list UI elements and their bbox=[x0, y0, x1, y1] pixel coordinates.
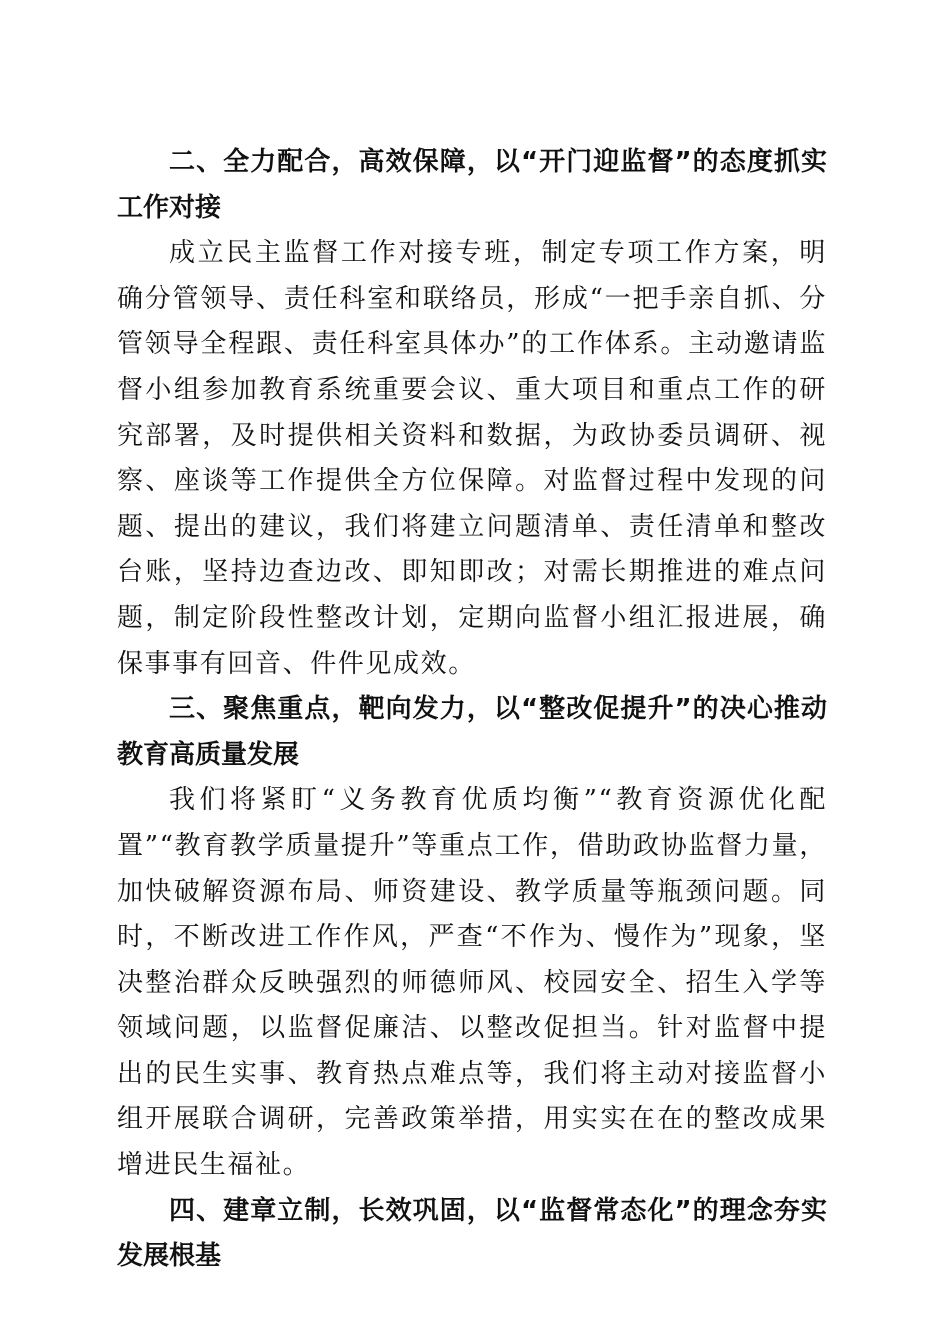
section-4-heading: 四、建章立制，长效巩固，以“监督常态化”的理念夯实发展根基 bbox=[117, 1195, 827, 1272]
section-3-heading: 三、聚焦重点，靶向发力，以“整改促提升”的决心推动教育高质量发展 bbox=[117, 694, 827, 770]
section-2-heading: 二、全力配合，高效保障，以“开门迎监督”的态度抓实工作对接 bbox=[117, 147, 827, 223]
section-3-body: 我们将紧盯“义务教育优质均衡”“教育资源优化配置”“教育教学质量提升”等重点工作，借助政协监督力量，加快破解资源布局、师资建设、教学质量等瓶颈问题。同时，不断改进工作作风，严查“不作为、慢作为”现象，坚决整治群众反映强烈的师德师风、校园安全、招生入学等领域问题，以监督促廉洁、以整改促担当。针对监督中提出的民生实事、教育热点难点等，我们将主动对接监督小组开展联合调研，完善政策举措，用实实在在的整改成果增进民生福祉。 bbox=[117, 785, 827, 1181]
section-2-body: 成立民主监督工作对接专班，制定专项工作方案，明确分管领导、责任科室和联络员，形成“一把手亲自抓、分管领导全程跟、责任科室具体办”的工作体系。主动邀请监督小组参加教育系统重要会议、重大项目和重点工作的研究部署，及时提供相关资料和数据，为政协委员调研、视察、座谈等工作提供全方位保障。对监督过程中发现的问题、提出的建议，我们将建立问题清单、责任清单和整改台账，坚持边查边改、即知即改；对需长期推进的难点问题，制定阶段性整改计划，定期向监督小组汇报进展，确保事事有回音、件件见成效。 bbox=[117, 238, 827, 679]
document-body bbox=[117, 140, 827, 1280]
